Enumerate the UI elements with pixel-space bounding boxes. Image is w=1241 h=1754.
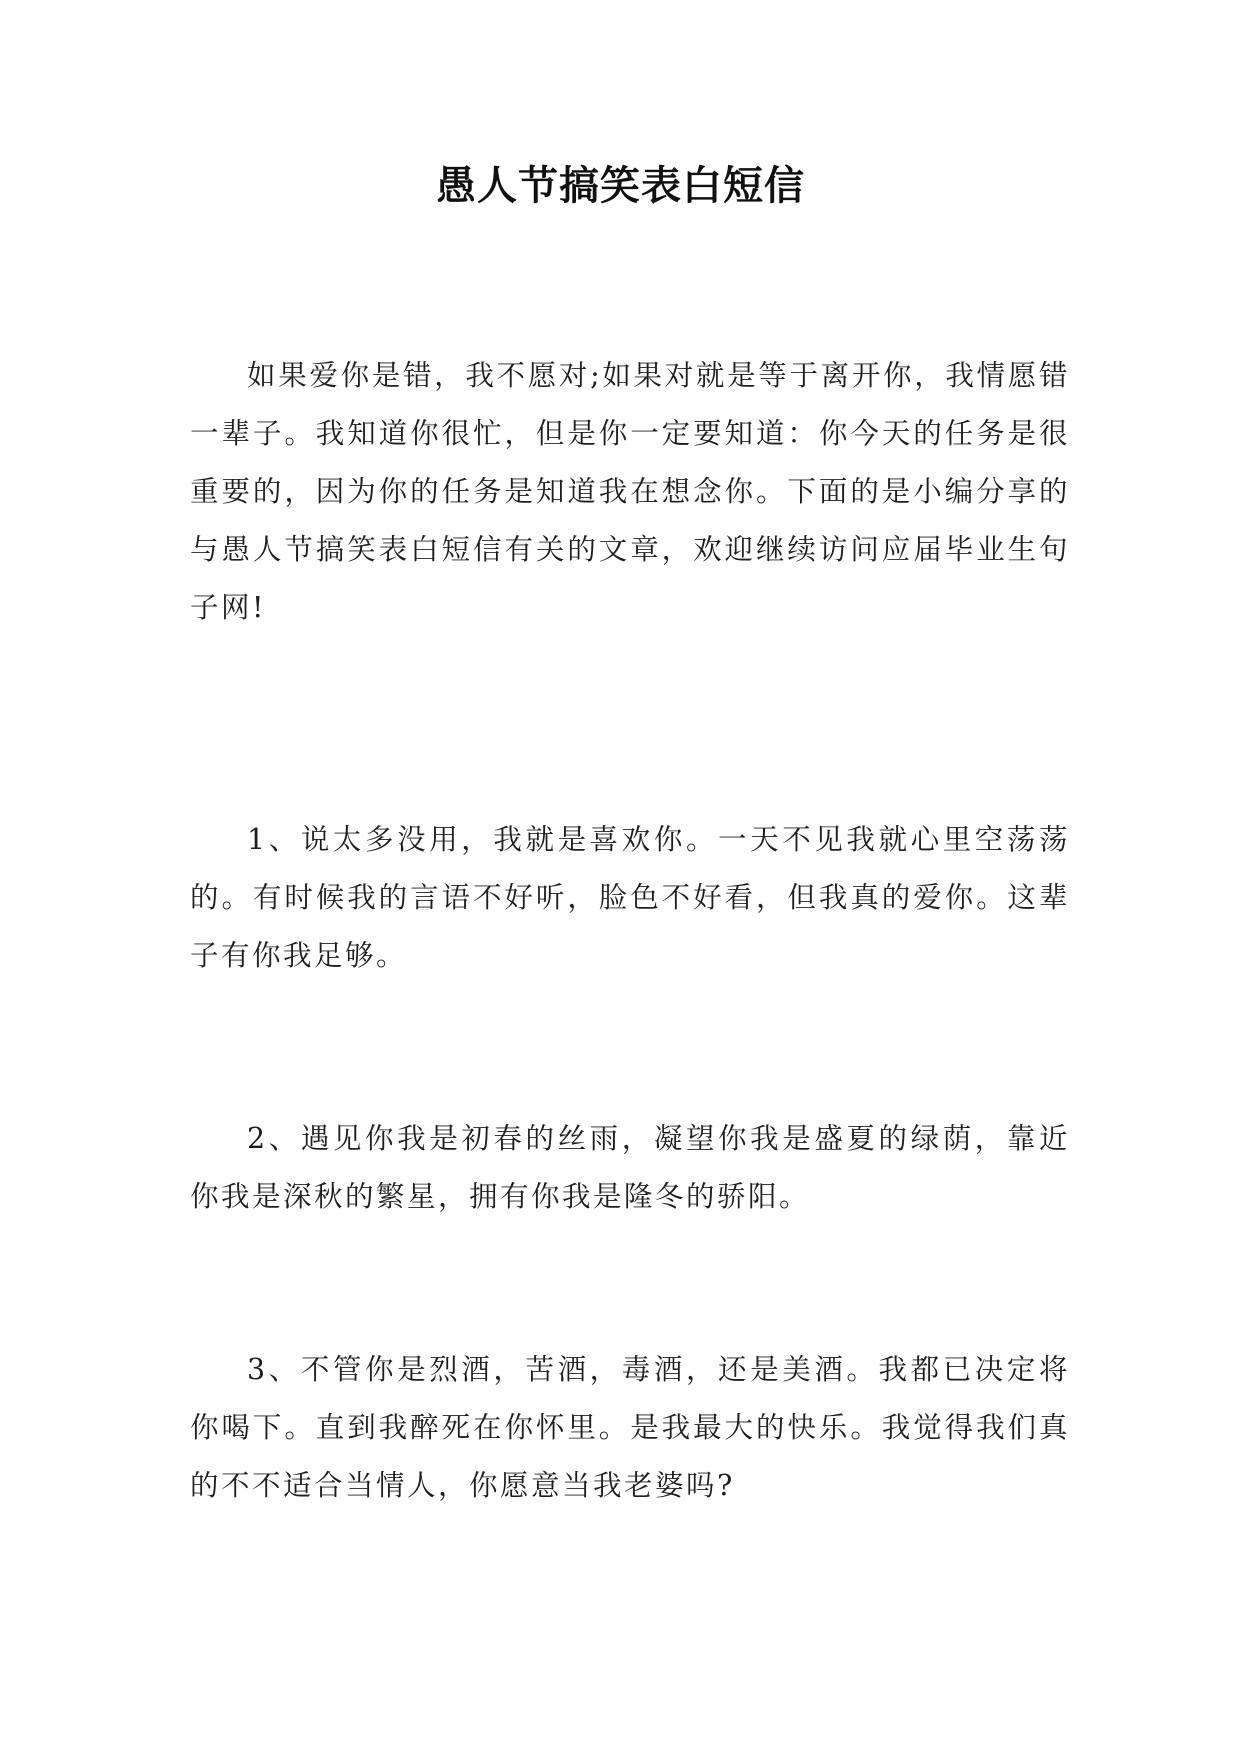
- document-title: 愚人节搞笑表白短信: [436, 163, 805, 209]
- intro-paragraph: 如果爱你是错，我不愿对;如果对就是等于离开你，我情愿错一辈子。我知道你很忙，但是你一定要知道：你今天的任务是很重要的，因为你的任务是知道我在想念你。下面的是小编分享的与愚人节搞笑表白短信有关的文章，欢迎继续访问应届毕业生句子网!: [190, 359, 1070, 624]
- message-item-3: 3、不管你是烈酒，苦酒，毒酒，还是美酒。我都已决定将你喝下。直到我醉死在你怀里。是我最大的快乐。我觉得我们真的不不适合当情人，你愿意当我老婆吗?: [190, 1353, 1070, 1502]
- message-item-1: 1、说太多没用，我就是喜欢你。一天不见我就心里空荡荡的。有时候我的言语不好听，脸色不好看，但我真的爱你。这辈子有你我足够。: [190, 823, 1070, 972]
- message-item-2: 2、遇见你我是初春的丝雨，凝望你我是盛夏的绿荫，靠近你我是深秋的繁星，拥有你我是隆冬的骄阳。: [190, 1122, 1070, 1213]
